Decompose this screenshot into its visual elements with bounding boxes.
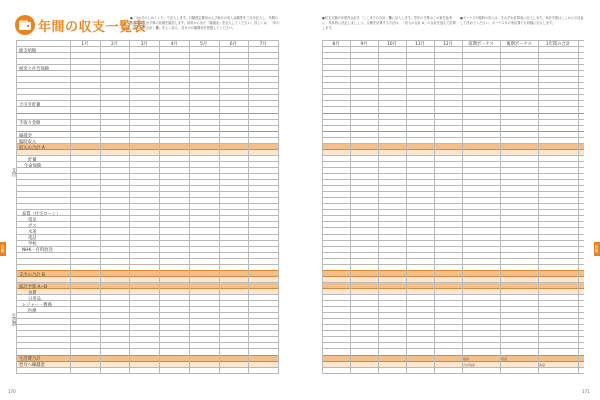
month-header: 1月 [81,42,89,48]
row-label: 日用品 [28,296,41,302]
month-header: 9月 [360,42,368,48]
month-header: 8月 [332,42,340,48]
row-label: 手取り金額 [19,121,41,127]
row-label: 医療 [28,308,37,314]
instruction-note-left: ●「1か月のしめくくり」で記入します。月額固定費用および毎月の収入金額等を三月分記入し、年間の総収入と支出予算の見積を確認します。給料から出た「繰越金」を記入してください。詳しくは、「年の［収入内訳合計］欄」をよく読み、自分の月額費用を把握してください。 [130,16,280,30]
column-divider [500,40,501,374]
row-label: 税金と社会保険 [19,66,50,72]
row-label: 生活費合計 [19,357,41,363]
column-divider [159,40,160,374]
row-label: 総支給額 [19,48,37,54]
bottom-note: 残高 [501,356,508,361]
column-divider [278,40,279,374]
column-divider [16,40,17,374]
row-label: 食費 [28,290,37,296]
column-divider [538,40,539,374]
column-divider [578,40,579,374]
row-label: 天引き貯蓄 [19,103,41,109]
row-label: 電気 [28,218,37,224]
page-number-left: 170 [8,389,16,394]
bottom-note: 残高 [539,362,546,367]
row-label: 水道 [28,230,37,236]
page-title: 年間の収支一覧表 [38,20,147,35]
page-number-right: 171 [582,389,590,394]
row-label: 貯蓄 [28,157,37,163]
month-header: 10月 [387,42,397,48]
table-row [16,368,278,374]
row-label: 繰越金 [19,133,32,139]
row-label: NHK・有料放送 [22,248,53,254]
wallet-icon [14,14,36,36]
month-header: 6月 [229,42,237,48]
side-label-expense: 支出 [11,168,16,177]
month-header: 12月 [443,42,453,48]
column-divider [100,40,101,374]
side-tab-left: 総額 [0,242,6,256]
row-label: 支出の合計 B [19,272,45,278]
column-divider [219,40,220,374]
left-table [11,40,278,370]
column-divider [129,40,130,374]
side-label-living: 生活費 [11,313,16,327]
row-label: ガス [28,224,37,230]
row-label: 生命保険 [24,163,42,169]
month-header: 11月 [415,42,425,48]
side-tab-right: 総額 [594,242,600,256]
instruction-note-right-b: ●ボーナスや臨時の収入は、それぞれ計算表に記入します。家計予算はここからの見直しで決めてください。ボーナス月の家計簿でも同様に記入します。 [460,16,584,25]
month-header: 3月 [140,42,148,48]
row-label: レジャー・教養 [22,302,52,308]
column-divider [189,40,190,374]
row-label: 電話 [28,236,37,242]
column-divider [248,40,249,374]
month-header: 5月 [200,42,208,48]
month-header: 4月 [170,42,178,48]
month-header: 7月 [259,42,267,48]
month-header: 2月 [111,42,119,48]
bottom-note: 合計残高 [463,362,476,367]
month-header: 1年間の合計 [545,42,571,48]
row-label: 家計予算 A−B [19,284,48,290]
row-label: 収入の合計 A [19,145,45,151]
title-block [14,14,147,36]
instruction-note-right-a: ●収支月額の年度内合計を「ここまでの合計」欄に記入します。翌年の予算はこの表を参考に、具体的に決定しましょう。月額を計算する方法は、「収入の合計 A」の合計を加えて計算します。 [322,16,456,30]
month-header: 後期ボーナス [506,42,532,48]
column-divider [434,40,435,374]
month-header: 前期ボーナス [468,42,494,48]
right-table [322,40,584,370]
column-divider [70,40,71,374]
row-label: 学校 [28,242,37,248]
bottom-note: 残高 [463,356,470,361]
right-page [300,0,600,400]
column-divider [322,40,323,374]
column-divider [350,40,351,374]
column-divider [462,40,463,374]
row-label: 翌月へ繰越金 [19,363,45,369]
table-row [322,368,584,374]
row-label: 家賃（住宅ローン） [22,212,61,218]
column-divider [378,40,379,374]
row-label: 臨時収入 [19,139,37,145]
column-divider [406,40,407,374]
